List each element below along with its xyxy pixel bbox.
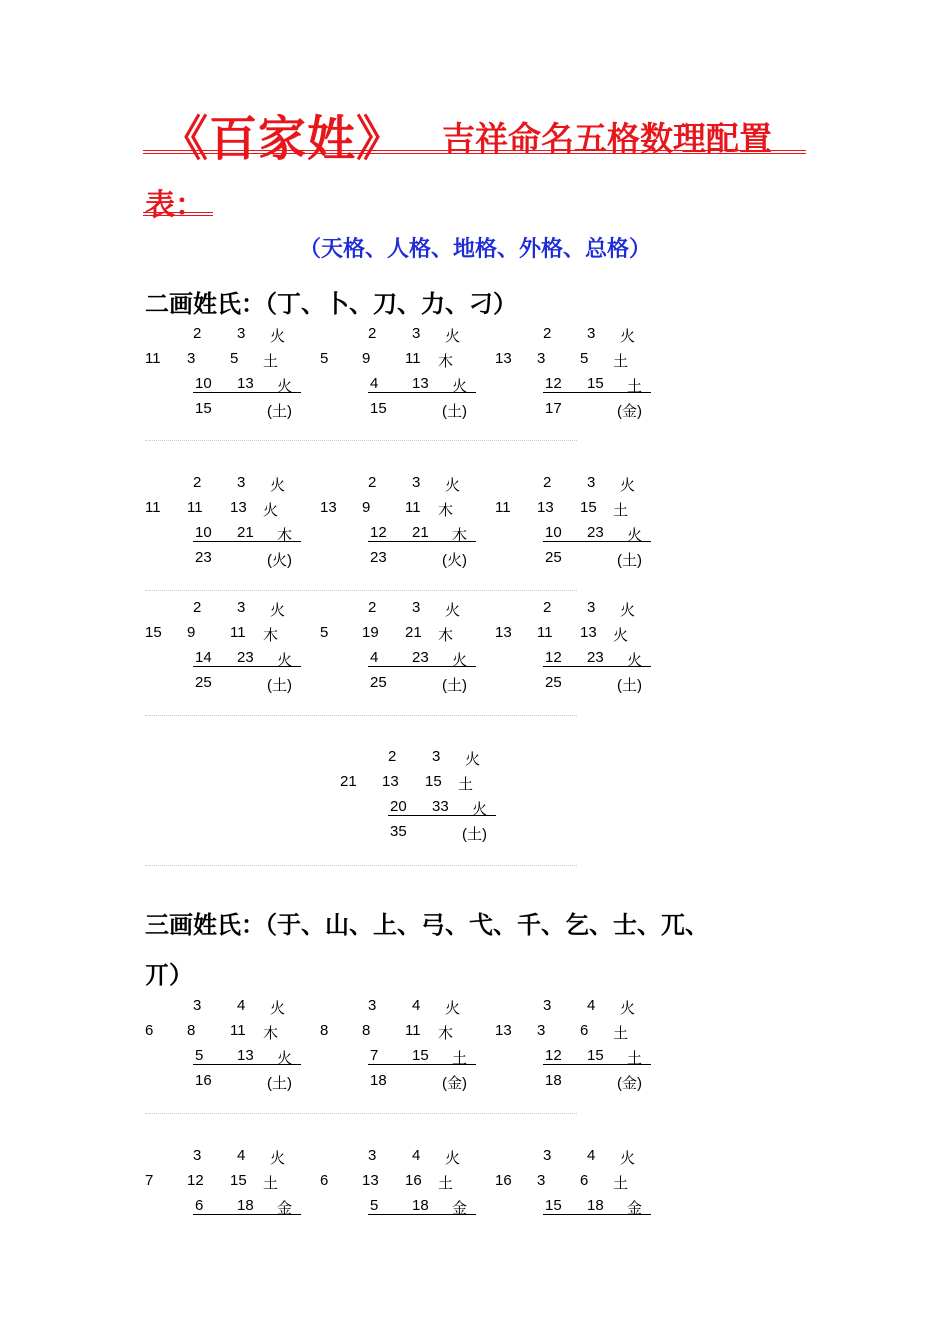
grid-di1: 9 (187, 624, 196, 641)
grid-a: 12 (545, 1047, 562, 1064)
grid-wx2: 木 (263, 627, 279, 644)
grid-b: 13 (237, 1047, 254, 1064)
grid-wx2: 土 (613, 1175, 629, 1192)
grid-wx1: 火 (270, 1150, 286, 1167)
grid-zong: 18 (545, 1072, 562, 1089)
grid-zong: 23 (370, 549, 387, 566)
grid-zong: 23 (195, 549, 212, 566)
grid-wai: 13 (495, 624, 512, 641)
grid-wx4: (土) (442, 403, 467, 420)
title-tail-underline (143, 212, 213, 213)
grid-wx2: 木 (438, 627, 454, 644)
grid-di1: 9 (362, 350, 371, 367)
grid-di2: 13 (580, 624, 597, 641)
grid-di2: 15 (425, 773, 442, 790)
grid-di2: 15 (580, 499, 597, 516)
grid-wx4: (土) (462, 826, 487, 843)
subtitle: （天格、人格、地格、外格、总格） (298, 236, 651, 262)
grid-wx2: 火 (263, 502, 279, 519)
grid-tian: 2 (543, 325, 552, 342)
grid-wx2: 火 (613, 627, 629, 644)
grid-di2: 11 (230, 1022, 246, 1039)
grid-wx1: 火 (620, 1000, 636, 1017)
grid-zong: 18 (370, 1072, 387, 1089)
grid-wai: 11 (495, 499, 511, 516)
grid-a: 7 (370, 1047, 379, 1064)
grid-zong: 16 (195, 1072, 212, 1089)
grid-tian: 2 (368, 325, 377, 342)
grid-wx1: 火 (620, 328, 636, 345)
grid-di1: 19 (362, 624, 379, 641)
grid-wx4: (土) (442, 677, 467, 694)
grid-tian: 2 (193, 474, 202, 491)
grid-wx2: 木 (263, 1025, 279, 1042)
grid-b: 23 (587, 524, 604, 541)
grid-wx2: 土 (613, 353, 629, 370)
separator (145, 865, 577, 866)
grid-wai: 21 (340, 773, 357, 790)
grid-wai: 13 (495, 350, 512, 367)
grid-b: 13 (237, 375, 254, 392)
grid-b: 23 (587, 649, 604, 666)
grid-wx2: 木 (438, 353, 454, 370)
grid-zong: 35 (390, 823, 407, 840)
grid-wx4: (金) (617, 1075, 642, 1092)
grid-ren: 4 (587, 997, 596, 1014)
title-underline (143, 150, 806, 151)
grid-ren: 3 (587, 599, 596, 616)
grid-wai: 11 (145, 350, 161, 367)
grid-a: 5 (195, 1047, 204, 1064)
grid-underline (193, 666, 301, 667)
grid-di1: 11 (187, 499, 203, 516)
grid-tian: 2 (193, 599, 202, 616)
grid-ren: 4 (412, 1147, 421, 1164)
grid-zong: 25 (195, 674, 212, 691)
grid-ren: 3 (412, 474, 421, 491)
grid-wai: 11 (145, 499, 161, 516)
grid-tian: 2 (543, 474, 552, 491)
grid-tian: 2 (388, 748, 397, 765)
grid-a: 4 (370, 375, 379, 392)
grid-a: 5 (370, 1197, 379, 1214)
title-tail-underline-2 (143, 215, 213, 216)
grid-underline (368, 1064, 476, 1065)
grid-a: 20 (390, 798, 407, 815)
grid-di1: 3 (537, 1022, 546, 1039)
section-heading-three-stroke-cont: 丌） (145, 960, 193, 989)
grid-ren: 3 (412, 325, 421, 342)
grid-wx2: 土 (613, 1025, 629, 1042)
grid-zong: 25 (545, 674, 562, 691)
grid-underline (368, 1214, 476, 1215)
grid-b: 21 (412, 524, 429, 541)
grid-wx1: 火 (270, 1000, 286, 1017)
grid-underline (368, 541, 476, 542)
grid-ren: 3 (587, 325, 596, 342)
grid-di2: 5 (230, 350, 239, 367)
grid-wx3: 火 (452, 652, 468, 669)
grid-wx1: 火 (620, 1150, 636, 1167)
grid-wx1: 火 (620, 477, 636, 494)
grid-underline (193, 541, 301, 542)
grid-wx4: (土) (617, 677, 642, 694)
grid-wx3: 火 (277, 652, 293, 669)
grid-di2: 11 (405, 499, 421, 516)
separator (145, 715, 577, 716)
grid-wx3: 火 (472, 801, 488, 818)
grid-zong: 15 (370, 400, 387, 417)
grid-wx3: 火 (627, 652, 643, 669)
grid-underline (543, 392, 651, 393)
grid-b: 15 (412, 1047, 429, 1064)
grid-tian: 2 (193, 325, 202, 342)
grid-wai: 15 (145, 624, 162, 641)
grid-b: 15 (587, 1047, 604, 1064)
grid-wx3: 火 (452, 378, 468, 395)
grid-ren: 4 (237, 1147, 246, 1164)
grid-wai: 6 (320, 1172, 329, 1189)
grid-wx1: 火 (445, 602, 461, 619)
title-underline-2 (143, 153, 806, 154)
grid-wx1: 火 (270, 602, 286, 619)
grid-di1: 13 (362, 1172, 379, 1189)
grid-underline (543, 1214, 651, 1215)
grid-di2: 6 (580, 1022, 589, 1039)
grid-b: 33 (432, 798, 449, 815)
grid-di2: 15 (230, 1172, 247, 1189)
grid-tian: 3 (543, 997, 552, 1014)
grid-wai: 5 (320, 350, 329, 367)
grid-wx4: (火) (442, 552, 467, 569)
grid-underline (193, 392, 301, 393)
section-heading-three-stroke: 三画姓氏：（于、山、上、弓、弋、千、乞、士、兀、 (145, 910, 709, 939)
grid-b: 15 (587, 375, 604, 392)
grid-tian: 2 (543, 599, 552, 616)
grid-tian: 3 (193, 1147, 202, 1164)
grid-ren: 3 (432, 748, 441, 765)
grid-a: 4 (370, 649, 379, 666)
grid-wx2: 土 (438, 1175, 454, 1192)
grid-wx4: (土) (267, 677, 292, 694)
grid-di2: 16 (405, 1172, 422, 1189)
grid-ren: 3 (587, 474, 596, 491)
grid-di2: 11 (230, 624, 246, 641)
grid-wx1: 火 (445, 328, 461, 345)
grid-tian: 3 (368, 1147, 377, 1164)
grid-ren: 3 (237, 325, 246, 342)
grid-di2: 11 (405, 350, 421, 367)
grid-a: 15 (545, 1197, 562, 1214)
grid-b: 21 (237, 524, 254, 541)
grid-zong: 25 (370, 674, 387, 691)
grid-di1: 12 (187, 1172, 204, 1189)
grid-tian: 3 (543, 1147, 552, 1164)
grid-wai: 5 (320, 624, 329, 641)
grid-wx3: 金 (277, 1200, 293, 1217)
grid-b: 23 (412, 649, 429, 666)
grid-wx2: 木 (438, 502, 454, 519)
grid-tian: 2 (368, 599, 377, 616)
title-rest: 吉祥命名五格数理配置 (442, 119, 772, 158)
grid-b: 23 (237, 649, 254, 666)
grid-wx1: 火 (445, 1150, 461, 1167)
grid-wai: 13 (495, 1022, 512, 1039)
grid-underline (368, 666, 476, 667)
grid-wx3: 土 (452, 1050, 468, 1067)
separator (145, 1113, 577, 1114)
grid-ren: 3 (237, 599, 246, 616)
grid-a: 12 (545, 375, 562, 392)
grid-wx3: 木 (277, 527, 293, 544)
grid-wx1: 火 (445, 477, 461, 494)
grid-di2: 13 (230, 499, 247, 516)
grid-wx1: 火 (270, 328, 286, 345)
grid-tian: 2 (368, 474, 377, 491)
title-tail: 表： (145, 188, 205, 223)
grid-wx1: 火 (620, 602, 636, 619)
grid-di1: 13 (382, 773, 399, 790)
grid-wx3: 金 (627, 1200, 643, 1217)
grid-underline (193, 1214, 301, 1215)
grid-wx4: (火) (267, 552, 292, 569)
grid-wx4: (金) (442, 1075, 467, 1092)
grid-wx2: 土 (263, 1175, 279, 1192)
grid-wx1: 火 (445, 1000, 461, 1017)
grid-b: 18 (587, 1197, 604, 1214)
grid-wx2: 土 (263, 353, 279, 370)
grid-wx4: (土) (267, 1075, 292, 1092)
grid-a: 10 (195, 375, 212, 392)
grid-a: 14 (195, 649, 212, 666)
grid-wx2: 木 (438, 1025, 454, 1042)
grid-a: 12 (370, 524, 387, 541)
grid-underline (543, 666, 651, 667)
grid-wai: 7 (145, 1172, 154, 1189)
grid-di2: 21 (405, 624, 422, 641)
separator (145, 440, 577, 441)
grid-wx3: 火 (277, 378, 293, 395)
grid-ren: 4 (587, 1147, 596, 1164)
grid-b: 18 (237, 1197, 254, 1214)
grid-a: 6 (195, 1197, 204, 1214)
grid-underline (388, 815, 496, 816)
grid-wx3: 木 (452, 527, 468, 544)
grid-wx3: 土 (627, 1050, 643, 1067)
section-heading-two-stroke: 二画姓氏：（丁、卜、刀、力、刁） (145, 289, 517, 318)
grid-zong: 15 (195, 400, 212, 417)
grid-wx3: 火 (627, 527, 643, 544)
grid-tian: 3 (193, 997, 202, 1014)
separator (145, 590, 577, 591)
grid-wx3: 火 (277, 1050, 293, 1067)
grid-a: 10 (545, 524, 562, 541)
grid-b: 13 (412, 375, 429, 392)
grid-di1: 8 (362, 1022, 371, 1039)
grid-wai: 6 (145, 1022, 154, 1039)
grid-underline (368, 392, 476, 393)
grid-wx3: 土 (627, 378, 643, 395)
grid-wx1: 火 (270, 477, 286, 494)
grid-wai: 8 (320, 1022, 329, 1039)
grid-di1: 3 (187, 350, 196, 367)
grid-di1: 9 (362, 499, 371, 516)
grid-di2: 11 (405, 1022, 421, 1039)
grid-wx1: 火 (465, 751, 481, 768)
grid-underline (543, 1064, 651, 1065)
grid-wx4: (土) (267, 403, 292, 420)
grid-di2: 5 (580, 350, 589, 367)
grid-underline (543, 541, 651, 542)
title-main: 《百家姓》 (160, 111, 406, 167)
grid-ren: 4 (237, 997, 246, 1014)
grid-wx4: (金) (617, 403, 642, 420)
grid-b: 18 (412, 1197, 429, 1214)
grid-ren: 3 (412, 599, 421, 616)
grid-zong: 25 (545, 549, 562, 566)
grid-wx4: (土) (617, 552, 642, 569)
grid-di1: 3 (537, 350, 546, 367)
grid-ren: 3 (237, 474, 246, 491)
grid-di1: 3 (537, 1172, 546, 1189)
grid-ren: 4 (412, 997, 421, 1014)
grid-underline (193, 1064, 301, 1065)
grid-zong: 17 (545, 400, 562, 417)
grid-wx3: 金 (452, 1200, 468, 1217)
grid-di1: 13 (537, 499, 554, 516)
grid-di1: 11 (537, 624, 553, 641)
grid-a: 10 (195, 524, 212, 541)
grid-a: 12 (545, 649, 562, 666)
grid-wx2: 土 (613, 502, 629, 519)
grid-wai: 16 (495, 1172, 512, 1189)
grid-di2: 6 (580, 1172, 589, 1189)
grid-tian: 3 (368, 997, 377, 1014)
grid-di1: 8 (187, 1022, 196, 1039)
grid-wx2: 土 (458, 776, 474, 793)
grid-wai: 13 (320, 499, 337, 516)
